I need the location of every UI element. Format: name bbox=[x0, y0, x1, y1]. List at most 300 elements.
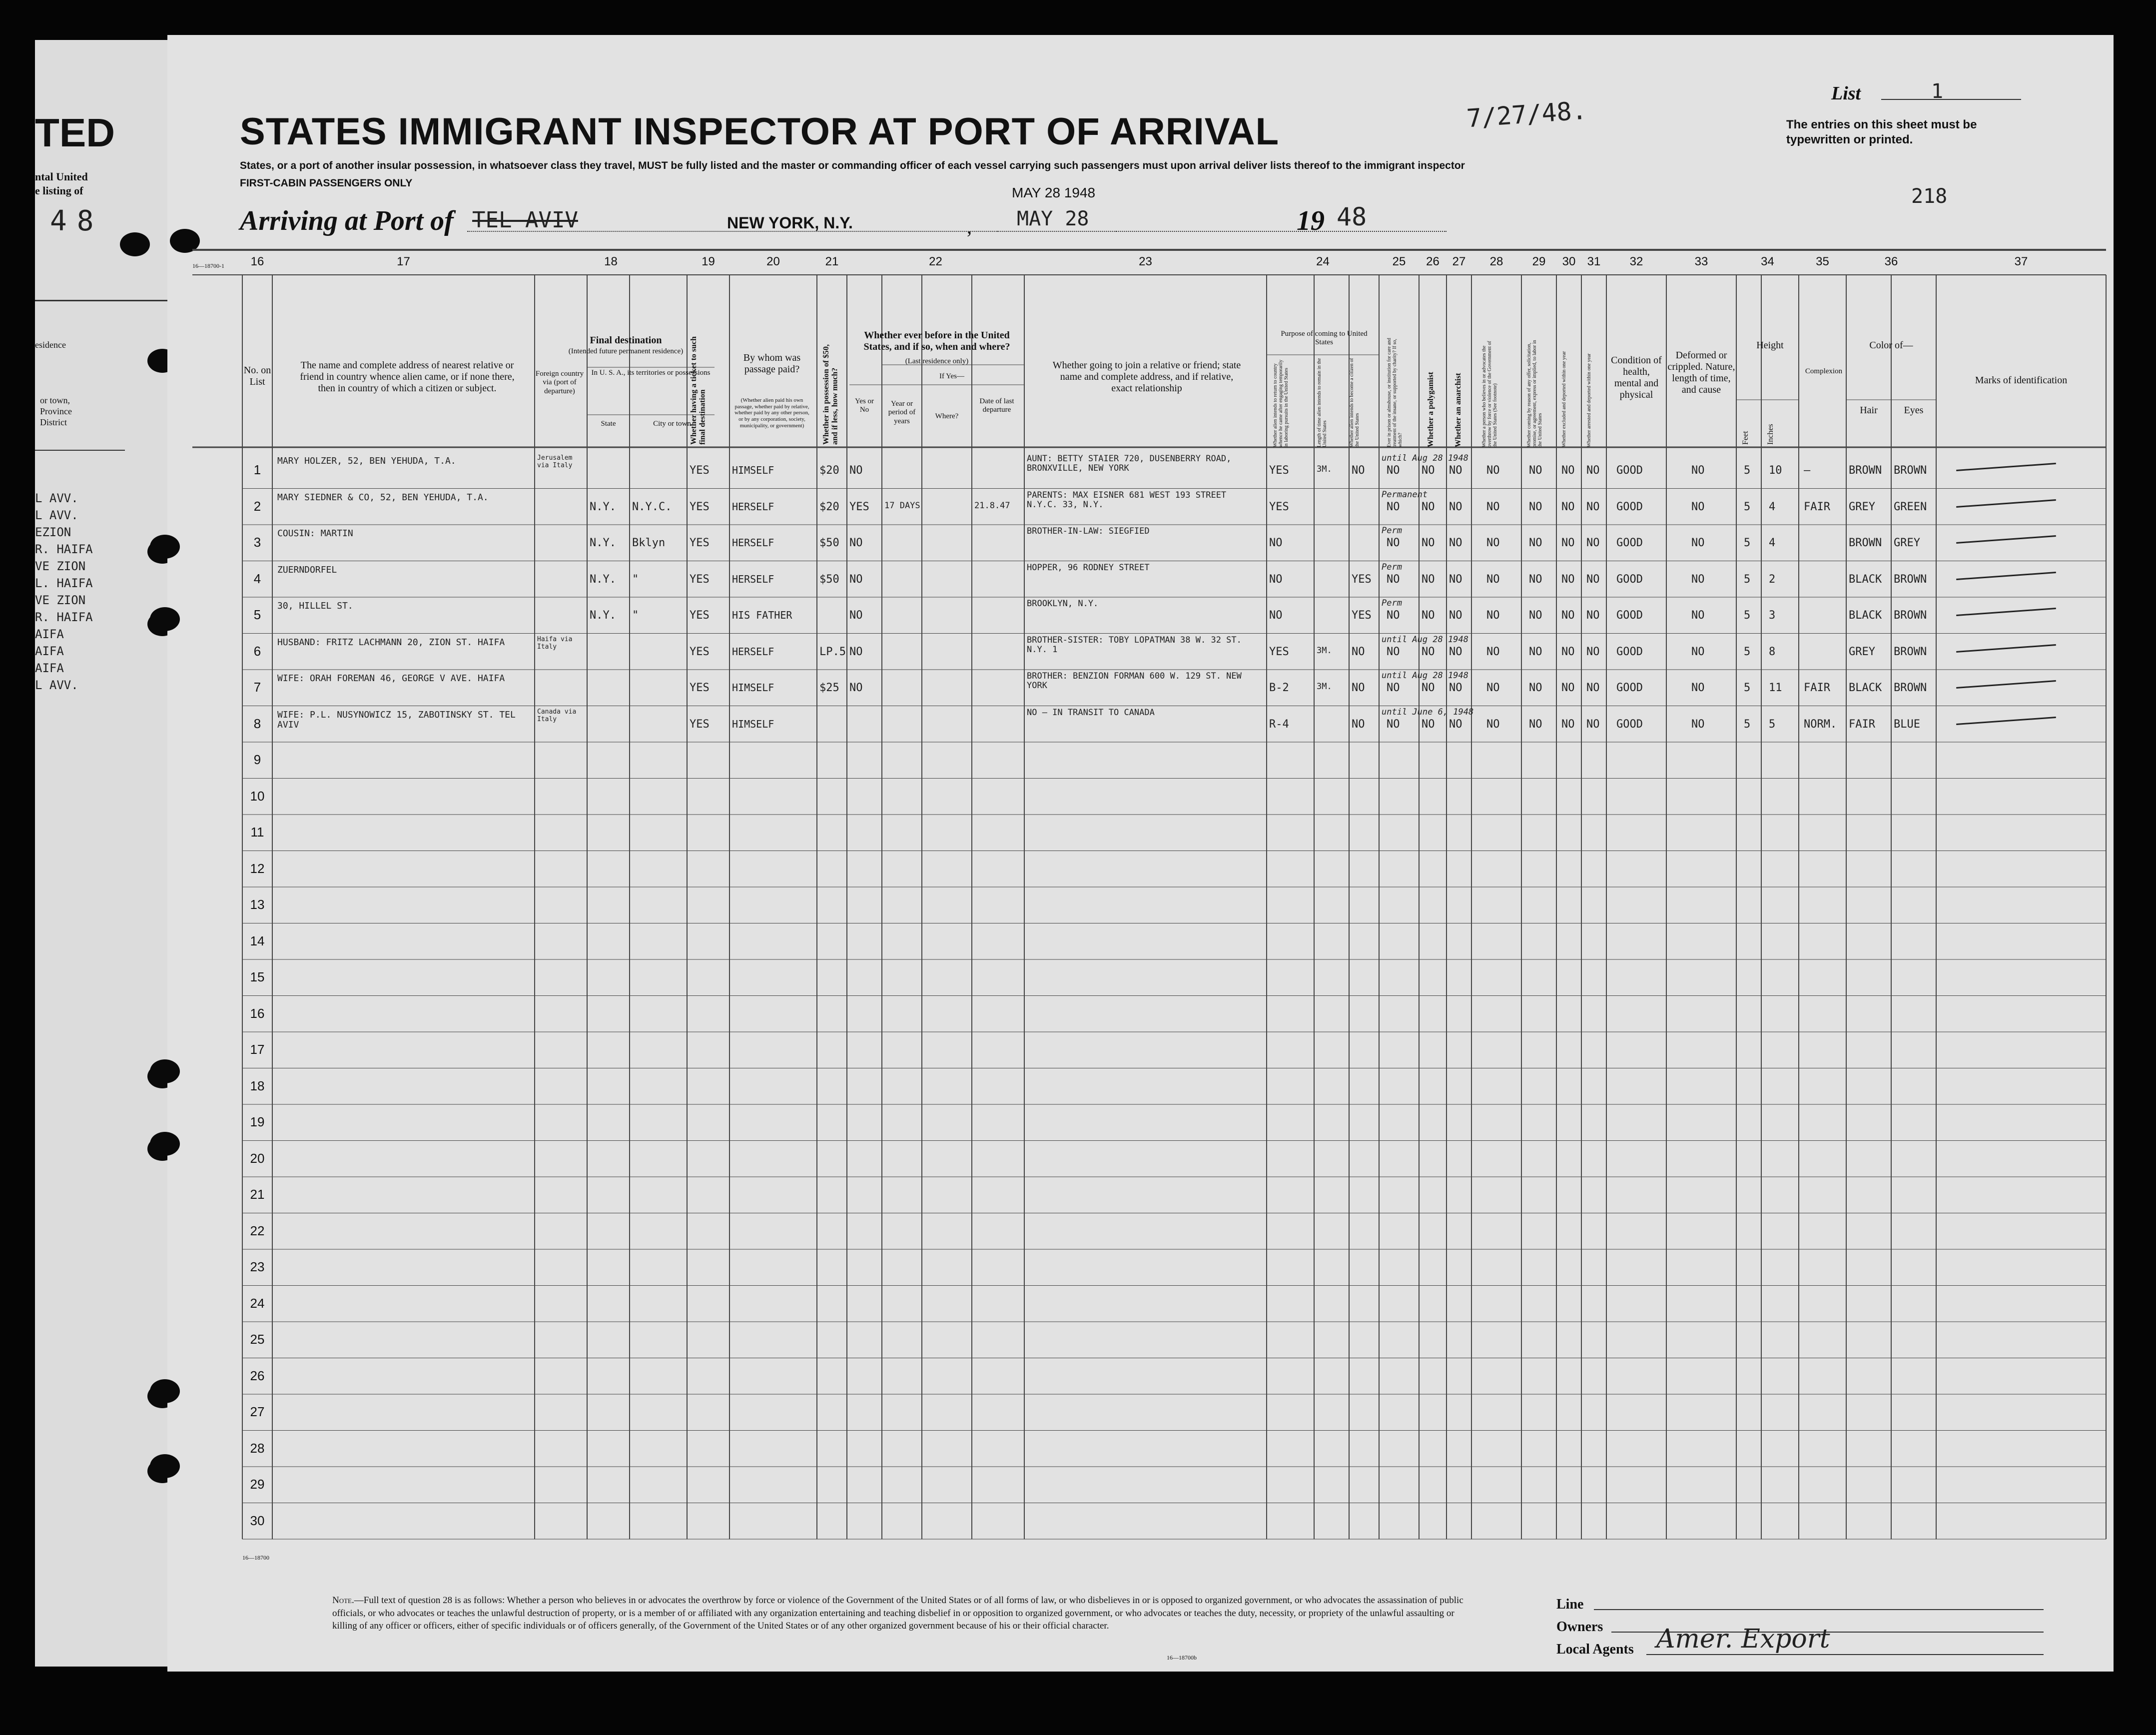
feet-cell: 5 bbox=[1744, 537, 1751, 549]
row-number: 17 bbox=[250, 1042, 265, 1057]
row-number: 10 bbox=[250, 788, 265, 804]
length-cell: 3M. bbox=[1317, 464, 1332, 474]
deformed-cell: NO bbox=[1691, 573, 1705, 586]
before-in-us-cell: NO bbox=[849, 609, 863, 622]
anarchist-cell: NO bbox=[1449, 537, 1462, 549]
money-cell: $20 bbox=[819, 464, 839, 477]
join-relative-cell: BROTHER-SISTER: TOBY LOPATMAN 38 W. 32 ST. N.Y. 1 bbox=[1027, 635, 1242, 655]
feet-cell: 5 bbox=[1744, 718, 1751, 731]
page-title: STATES IMMIGRANT INSPECTOR AT PORT OF ARRIVAL bbox=[240, 110, 1280, 153]
page-number: 218 bbox=[1911, 185, 1948, 208]
complexion-cell: FAIR bbox=[1804, 682, 1830, 694]
header-in-usa: In U. S. A., its territories or possessions bbox=[591, 369, 711, 377]
left-subheader bbox=[40, 395, 72, 428]
row-number: 30 bbox=[250, 1513, 265, 1528]
inches-cell: 5 bbox=[1769, 718, 1776, 731]
join-relative-cell: HOPPER, 96 RODNEY STREET bbox=[1027, 562, 1150, 573]
row-number: 13 bbox=[250, 897, 265, 912]
relative-cell: ZUERNDORFEL bbox=[277, 564, 337, 575]
row-number: 26 bbox=[250, 1368, 265, 1383]
inches-cell: 8 bbox=[1769, 645, 1776, 658]
q29-cell: NO bbox=[1529, 573, 1542, 586]
arrested-cell: NO bbox=[1586, 682, 1600, 694]
paid-by-cell: HERSELF bbox=[732, 573, 774, 585]
header-final-destination: Final destination bbox=[590, 335, 662, 346]
anarchist-cell: NO bbox=[1449, 645, 1462, 658]
feet-cell: 5 bbox=[1744, 645, 1751, 658]
year-suffix: 48 bbox=[1337, 202, 1367, 231]
complexion-cell: FAIR bbox=[1804, 500, 1830, 513]
polygamist-cell: NO bbox=[1422, 573, 1435, 586]
row-number: 5 bbox=[253, 607, 261, 622]
ticket-cell: YES bbox=[690, 682, 710, 694]
left-line-2: e listing of bbox=[35, 184, 83, 197]
feet-cell: 5 bbox=[1744, 500, 1751, 513]
before-in-us-cell: NO bbox=[849, 645, 863, 658]
left-row-fragment: L AVV. bbox=[35, 508, 78, 522]
purpose-cell: R-4 bbox=[1269, 718, 1289, 731]
owners-label: Owners bbox=[1556, 1619, 1603, 1635]
q28-cell: NO bbox=[1486, 609, 1500, 622]
polygamist-cell: NO bbox=[1422, 500, 1435, 513]
before-in-us-cell: NO bbox=[849, 464, 863, 477]
purpose-cell: NO bbox=[1269, 537, 1283, 549]
left-header-fragment: esidence bbox=[35, 340, 66, 350]
class-line: FIRST-CABIN PASSENGERS ONLY bbox=[240, 177, 413, 189]
eyes-cell: GREY bbox=[1894, 537, 1920, 549]
ticket-cell: YES bbox=[690, 537, 710, 549]
row-number: 21 bbox=[250, 1187, 265, 1202]
handwritten-annotation: Permanent bbox=[1382, 489, 1428, 500]
handwritten-annotation: until June 6, 1948 bbox=[1382, 707, 1474, 717]
row-number: 9 bbox=[253, 752, 261, 767]
q28-cell: NO bbox=[1486, 573, 1500, 586]
agents-signature: Amer. Export bbox=[1656, 1624, 1830, 1654]
left-title-fragment: TED bbox=[35, 110, 115, 155]
column-number: 36 bbox=[1884, 255, 1898, 268]
row-number: 14 bbox=[250, 933, 265, 948]
money-cell: $20 bbox=[819, 500, 839, 513]
crossed-port: TEL AVIV bbox=[472, 207, 578, 233]
anarchist-cell: NO bbox=[1449, 500, 1462, 513]
header-passage-paid: By whom was passage paid? bbox=[743, 352, 801, 375]
q29-cell: NO bbox=[1529, 464, 1542, 477]
prison-cell: NO bbox=[1387, 537, 1400, 549]
citizen-cell: YES bbox=[1352, 573, 1372, 586]
deformed-cell: NO bbox=[1691, 500, 1705, 513]
column-number: 27 bbox=[1452, 255, 1466, 268]
prison-cell: NO bbox=[1387, 718, 1400, 731]
join-relative-cell: NO — IN TRANSIT TO CANADA bbox=[1027, 707, 1155, 718]
join-relative-cell: BROTHER: BENZION FORMAN 600 W. 129 ST. NEW YORK bbox=[1027, 671, 1242, 691]
year-prefix: 19 bbox=[1297, 205, 1325, 236]
comma: , bbox=[967, 215, 972, 238]
header-ticket: Whether having a ticket to such final destination bbox=[690, 336, 707, 445]
column-number: 20 bbox=[766, 255, 780, 268]
anarchist-cell: NO bbox=[1449, 718, 1462, 731]
left-divider bbox=[35, 450, 125, 451]
excluded-cell: NO bbox=[1561, 464, 1575, 477]
eyes-cell: BROWN bbox=[1894, 682, 1927, 694]
deformed-cell: NO bbox=[1691, 609, 1705, 622]
prison-cell: NO bbox=[1387, 609, 1400, 622]
citizen-cell: NO bbox=[1352, 682, 1365, 694]
hair-cell: GREY bbox=[1849, 500, 1875, 513]
health-cell: GOOD bbox=[1616, 609, 1643, 622]
column-number: 35 bbox=[1816, 255, 1829, 268]
state-cell: N.Y. bbox=[590, 500, 616, 513]
row-number: 20 bbox=[250, 1150, 265, 1166]
column-number: 21 bbox=[825, 255, 839, 268]
header-city: City or town bbox=[653, 420, 691, 428]
join-relative-cell: BROTHER-IN-LAW: SIEGFIED bbox=[1027, 526, 1150, 536]
footnote bbox=[332, 1594, 1466, 1633]
before-in-us-cell: NO bbox=[849, 537, 863, 549]
header-inches: Inches bbox=[1766, 424, 1775, 445]
money-cell: $25 bbox=[819, 682, 839, 694]
header-prison: Ever in prison or almshouse, or institution for care and treatment of the insane, or supported by charity? If so, which? bbox=[1387, 338, 1403, 447]
purpose-cell: NO bbox=[1269, 609, 1283, 622]
left-subheader-2: Province bbox=[40, 406, 72, 416]
prison-cell: NO bbox=[1387, 500, 1400, 513]
column-number: 19 bbox=[702, 255, 715, 268]
header-purpose: Purpose of coming to United States bbox=[1281, 330, 1368, 347]
health-cell: GOOD bbox=[1616, 500, 1643, 513]
handwritten-annotation: Perm bbox=[1382, 562, 1402, 572]
header-relative-address: The name and complete address of nearest relative or friend in country whence alien came, or if none there, then in country of which a citizen or subject. bbox=[300, 360, 515, 394]
hair-cell: BLACK bbox=[1849, 573, 1882, 586]
header-purpose-length: Length of time alien intends to remain in the United States bbox=[1317, 358, 1328, 447]
polygamist-cell: NO bbox=[1422, 609, 1435, 622]
column-number: 24 bbox=[1316, 255, 1330, 268]
excluded-cell: NO bbox=[1561, 645, 1575, 658]
ticket-cell: YES bbox=[690, 645, 710, 658]
row-number: 8 bbox=[253, 716, 261, 731]
row-number: 28 bbox=[250, 1440, 265, 1456]
header-hair: Hair bbox=[1860, 405, 1878, 416]
foreign-country-cell: Canada via Italy bbox=[537, 708, 577, 723]
departure-date-cell: 21.8.47 bbox=[974, 500, 1010, 511]
money-cell: $50 bbox=[819, 537, 839, 549]
city-cell: N.Y.C. bbox=[632, 500, 672, 513]
purpose-cell: YES bbox=[1269, 500, 1289, 513]
relative-cell: MARY HOLZER, 52, BEN YEHUDA, T.A. bbox=[277, 456, 456, 466]
column-number: 18 bbox=[604, 255, 618, 268]
instruction-text: States, or a port of another insular possession, in whatsoever class they travel, MUST be fully listed and the master or commanding officer of each vessel carrying such passengers must upon arrival deliver lists thereof to the immigrant inspector bbox=[240, 160, 1465, 171]
handwritten-annotation: until Aug 28 1948 bbox=[1382, 671, 1468, 681]
column-number: 22 bbox=[929, 255, 942, 268]
list-label: List bbox=[1831, 83, 1861, 104]
state-cell: N.Y. bbox=[590, 573, 616, 586]
join-relative-cell: BROOKLYN, N.Y. bbox=[1027, 599, 1099, 609]
line-label: Line bbox=[1556, 1597, 1584, 1612]
polygamist-cell: NO bbox=[1422, 464, 1435, 477]
entries-note: The entries on this sheet must be typewritten or printed. bbox=[1786, 118, 1977, 146]
row-number: 4 bbox=[253, 571, 261, 586]
port-stamp: NEW YORK, N.Y. bbox=[727, 214, 853, 232]
scan-border bbox=[0, 0, 35, 1735]
foreign-country-cell: Jerusalem via Italy bbox=[537, 454, 573, 469]
q29-cell: NO bbox=[1529, 645, 1542, 658]
left-year-fragment: 48 bbox=[50, 205, 104, 237]
health-cell: GOOD bbox=[1616, 645, 1643, 658]
money-cell: LP.5 bbox=[819, 645, 846, 658]
eyes-cell: BROWN bbox=[1894, 645, 1927, 658]
paid-by-cell: HIMSELF bbox=[732, 718, 774, 730]
left-text-lines bbox=[35, 170, 88, 198]
inches-cell: 3 bbox=[1769, 609, 1776, 622]
header-height: Height bbox=[1756, 340, 1784, 351]
column-number: 17 bbox=[397, 255, 410, 268]
eyes-cell: BLUE bbox=[1894, 718, 1920, 731]
prison-cell: NO bbox=[1387, 573, 1400, 586]
money-cell: $50 bbox=[819, 573, 839, 586]
row-number: 24 bbox=[250, 1295, 265, 1311]
polygamist-cell: NO bbox=[1422, 645, 1435, 658]
foreign-country-cell: Haifa via Italy bbox=[537, 635, 573, 651]
row-number: 12 bbox=[250, 861, 265, 876]
header-health: Condition of health, mental and physical bbox=[1611, 355, 1662, 400]
q28-cell: NO bbox=[1486, 718, 1500, 731]
column-number: 26 bbox=[1426, 255, 1439, 268]
header-marks: Marks of identification bbox=[1975, 375, 2068, 386]
header-last-residence: (Last residence only) bbox=[905, 357, 969, 365]
column-number: 28 bbox=[1489, 255, 1503, 268]
header-feet: Feet bbox=[1741, 431, 1750, 445]
relative-cell: 30, HILLEL ST. bbox=[277, 601, 353, 611]
citizen-cell: YES bbox=[1352, 609, 1372, 622]
header-where: Where? bbox=[935, 412, 959, 420]
paid-by-cell: HIS FATHER bbox=[732, 609, 792, 621]
header-final-destination-sub: (Intended future permanent residence) bbox=[568, 347, 684, 355]
health-cell: GOOD bbox=[1616, 464, 1643, 477]
arrested-cell: NO bbox=[1586, 500, 1600, 513]
row-number: 2 bbox=[253, 498, 261, 514]
paid-by-cell: HERSELF bbox=[732, 645, 774, 658]
column-number: 30 bbox=[1562, 255, 1576, 268]
deformed-cell: NO bbox=[1691, 682, 1705, 694]
row-number: 11 bbox=[250, 825, 264, 840]
relative-cell: COUSIN: MARTIN bbox=[277, 528, 353, 539]
health-cell: GOOD bbox=[1616, 573, 1643, 586]
left-row-fragment: L. HAIFA bbox=[35, 576, 93, 590]
q29-cell: NO bbox=[1529, 500, 1542, 513]
excluded-cell: NO bbox=[1561, 609, 1575, 622]
left-subheader-1: or town, bbox=[40, 395, 70, 405]
header-polygamist: Whether a polygamist bbox=[1427, 372, 1435, 447]
paid-by-cell: HIMSELF bbox=[732, 682, 774, 694]
ticket-cell: YES bbox=[690, 718, 710, 731]
left-row-fragment: R. HAIFA bbox=[35, 610, 93, 624]
row-number: 22 bbox=[250, 1223, 265, 1238]
relative-cell: WIFE: P.L. NUSYNOWICZ 15, ZABOTINSKY ST. TEL AVIV bbox=[277, 709, 516, 730]
footnote-label: Note. bbox=[332, 1595, 354, 1606]
purpose-cell: YES bbox=[1269, 645, 1289, 658]
eyes-cell: GREEN bbox=[1894, 500, 1927, 513]
left-row-fragment: VE ZION bbox=[35, 559, 86, 573]
deformed-cell: NO bbox=[1691, 537, 1705, 549]
purpose-cell: YES bbox=[1269, 464, 1289, 477]
purpose-cell: NO bbox=[1269, 573, 1283, 586]
ticket-cell: YES bbox=[690, 464, 710, 477]
citizen-cell: NO bbox=[1352, 464, 1365, 477]
punch-hole bbox=[120, 232, 150, 256]
q29-cell: NO bbox=[1529, 718, 1542, 731]
arrested-cell: NO bbox=[1586, 464, 1600, 477]
hair-cell: BLACK bbox=[1849, 682, 1882, 694]
before-in-us-cell: NO bbox=[849, 573, 863, 586]
header-deformed: Deformed or crippled. Nature, length of time, and cause bbox=[1667, 350, 1735, 395]
city-cell: Bklyn bbox=[632, 537, 666, 549]
left-row-fragment: AIFA bbox=[35, 661, 64, 675]
relative-cell: HUSBAND: FRITZ LACHMANN 20, ZION ST. HAIFA bbox=[277, 637, 505, 648]
inches-cell: 2 bbox=[1769, 573, 1776, 586]
header-no-on-list: No. on List bbox=[243, 365, 271, 387]
form-number-left: 16—18700 bbox=[242, 1554, 269, 1561]
column-number: 29 bbox=[1532, 255, 1546, 268]
prison-cell: NO bbox=[1387, 682, 1400, 694]
ticket-cell: YES bbox=[690, 609, 710, 622]
agents-label: Local Agents bbox=[1556, 1642, 1634, 1657]
header-purpose-return: Whether alien intends to return to country whence he came after engaging temporarily in laboring pursuits in the United States bbox=[1273, 359, 1289, 447]
polygamist-cell: NO bbox=[1422, 682, 1435, 694]
city-cell: " bbox=[632, 573, 639, 586]
polygamist-cell: NO bbox=[1422, 537, 1435, 549]
ticket-cell: YES bbox=[690, 573, 710, 586]
date-stamp: MAY 28 1948 bbox=[1012, 185, 1096, 200]
header-before-in-us: Whether ever before in the United States, and if so, when and where? bbox=[863, 330, 1010, 352]
city-cell: " bbox=[632, 609, 639, 622]
q29-cell: NO bbox=[1529, 609, 1542, 622]
header-state: State bbox=[601, 420, 616, 428]
deformed-cell: NO bbox=[1691, 645, 1705, 658]
left-subheader-3: District bbox=[40, 417, 67, 427]
length-cell: 3M. bbox=[1317, 645, 1332, 656]
left-partial-page bbox=[35, 40, 167, 1667]
arrested-cell: NO bbox=[1586, 645, 1600, 658]
hair-cell: BROWN bbox=[1849, 464, 1882, 477]
form-number: 16—18700-1 bbox=[192, 262, 224, 269]
left-row-fragment: R. HAIFA bbox=[35, 542, 93, 556]
excluded-cell: NO bbox=[1561, 537, 1575, 549]
join-relative-cell: PARENTS: MAX EISNER 681 WEST 193 STREET N.Y.C. 33, N.Y. bbox=[1027, 490, 1227, 510]
column-number: 23 bbox=[1139, 255, 1152, 268]
excluded-cell: NO bbox=[1561, 500, 1575, 513]
left-row-fragments bbox=[35, 490, 93, 694]
line-field bbox=[1594, 1609, 2044, 1610]
header-q29: Whether coming by reason of any offer, solicitation, promise, or agreement, express or implied, to labor in the United States bbox=[1526, 340, 1543, 447]
form-number-bottom: 16—18700b bbox=[1167, 1654, 1197, 1661]
row-number: 19 bbox=[250, 1114, 265, 1129]
feet-cell: 5 bbox=[1744, 573, 1751, 586]
column-number: 34 bbox=[1761, 255, 1774, 268]
hair-cell: BLACK bbox=[1849, 609, 1882, 622]
handwritten-annotation: until Aug 28 1948 bbox=[1382, 634, 1468, 645]
excluded-cell: NO bbox=[1561, 573, 1575, 586]
header-join-relative: Whether going to join a relative or friend; state name and complete address, and if relative, exact relationship bbox=[1052, 360, 1241, 394]
eyes-cell: BROWN bbox=[1894, 609, 1927, 622]
inches-cell: 4 bbox=[1769, 537, 1776, 549]
prison-cell: NO bbox=[1387, 645, 1400, 658]
deformed-cell: NO bbox=[1691, 464, 1705, 477]
feet-cell: 5 bbox=[1744, 609, 1751, 622]
table-grid bbox=[167, 35, 2114, 1672]
prison-cell: NO bbox=[1387, 464, 1400, 477]
row-number: 16 bbox=[250, 1005, 265, 1021]
row-number: 1 bbox=[253, 462, 261, 477]
header-eyes: Eyes bbox=[1904, 405, 1924, 416]
q29-cell: NO bbox=[1529, 682, 1542, 694]
left-row-fragment: L AVV. bbox=[35, 491, 78, 505]
column-number: 37 bbox=[2014, 255, 2028, 268]
column-number: 31 bbox=[1587, 255, 1601, 268]
deformed-cell: NO bbox=[1691, 718, 1705, 731]
header-passage-paid-sub: (Whether alien paid his own passage, whether paid by relative, whether paid by any other person, or by any corporation, society, municipality, or government) bbox=[734, 397, 809, 429]
header-foreign-country: Foreign country via (port of departure) bbox=[535, 370, 584, 395]
left-row-fragment: EZION bbox=[35, 525, 71, 539]
relative-cell: MARY SIEDNER & CO, 52, BEN YEHUDA, T.A. bbox=[277, 492, 489, 503]
arrested-cell: NO bbox=[1586, 718, 1600, 731]
arrested-cell: NO bbox=[1586, 609, 1600, 622]
left-row-fragment: AIFA bbox=[35, 627, 64, 641]
row-number: 23 bbox=[250, 1259, 265, 1274]
citizen-cell: NO bbox=[1352, 645, 1365, 658]
arrival-date: MAY 28 bbox=[1017, 207, 1089, 230]
citizen-cell: NO bbox=[1352, 718, 1365, 731]
handwritten-date: 7/27/48. bbox=[1465, 95, 1588, 133]
feet-cell: 5 bbox=[1744, 464, 1751, 477]
excluded-cell: NO bbox=[1561, 718, 1575, 731]
anarchist-cell: NO bbox=[1449, 609, 1462, 622]
row-number: 25 bbox=[250, 1332, 265, 1347]
header-complexion: Complexion bbox=[1805, 367, 1843, 375]
row-number: 7 bbox=[253, 680, 261, 695]
header-date-departure: Date of last departure bbox=[979, 397, 1014, 414]
handwritten-annotation: until Aug 28 1948 bbox=[1382, 453, 1468, 463]
header-q28: Whether a person who believes in or advocates the overthrow by force or violence of the Government of the United States (See footnote) bbox=[1481, 341, 1498, 447]
arriving-label: Arriving at Port of bbox=[240, 205, 454, 236]
column-number: 25 bbox=[1392, 255, 1406, 268]
anarchist-cell: NO bbox=[1449, 464, 1462, 477]
inches-cell: 4 bbox=[1769, 500, 1776, 513]
header-yes-no: Yes or No bbox=[854, 397, 874, 414]
join-relative-cell: AUNT: BETTY STAIER 720, DUSENBERRY ROAD, BRONXVILLE, NEW YORK bbox=[1027, 454, 1232, 473]
footnote-text: —Full text of question 28 is as follows: Whether a person who believes in or advocates the overthrow by force or violence of the Government of the United States or of all forms of law, or who disbelieves in or is opposed to organized government, or who advocates the assassination of public officials, or who advocates or teaches the unlawful destruction of property, or is a member of or affiliated with any organization entertaining and teaching disbelief in or opposition to organized government, or who advocates or teaches the duty, necessity, or propriety of the unlawful assaulting or killing of any officer or officers, either of specific individuals or of officers generally, of the Government of the United States or of any other organized government because of his or their official character. bbox=[332, 1595, 1463, 1632]
header-anarchist: Whether an anarchist bbox=[1454, 373, 1462, 447]
polygamist-cell: NO bbox=[1422, 718, 1435, 731]
agents-field bbox=[1646, 1654, 2044, 1655]
before-in-us-cell: YES bbox=[849, 500, 869, 513]
complexion-cell: — bbox=[1804, 464, 1811, 477]
q28-cell: NO bbox=[1486, 500, 1500, 513]
row-number: 29 bbox=[250, 1477, 265, 1492]
left-line-1: ntal United bbox=[35, 170, 88, 183]
q28-cell: NO bbox=[1486, 645, 1500, 658]
paid-by-cell: HIMSELF bbox=[732, 464, 774, 476]
header-money: Whether in possession of $50, and if less, how much? bbox=[822, 344, 839, 445]
hair-cell: BROWN bbox=[1849, 537, 1882, 549]
row-number: 15 bbox=[250, 969, 265, 984]
handwritten-annotation: Perm bbox=[1382, 598, 1402, 608]
column-number: 32 bbox=[1629, 255, 1643, 268]
purpose-cell: B-2 bbox=[1269, 682, 1289, 694]
header-color-of: Color of— bbox=[1869, 340, 1913, 351]
row-number: 6 bbox=[253, 643, 261, 659]
paid-by-cell: HERSELF bbox=[732, 537, 774, 549]
manifest-sheet bbox=[167, 35, 2114, 1672]
header-year-period: Year or period of years bbox=[888, 400, 916, 425]
q28-cell: NO bbox=[1486, 537, 1500, 549]
